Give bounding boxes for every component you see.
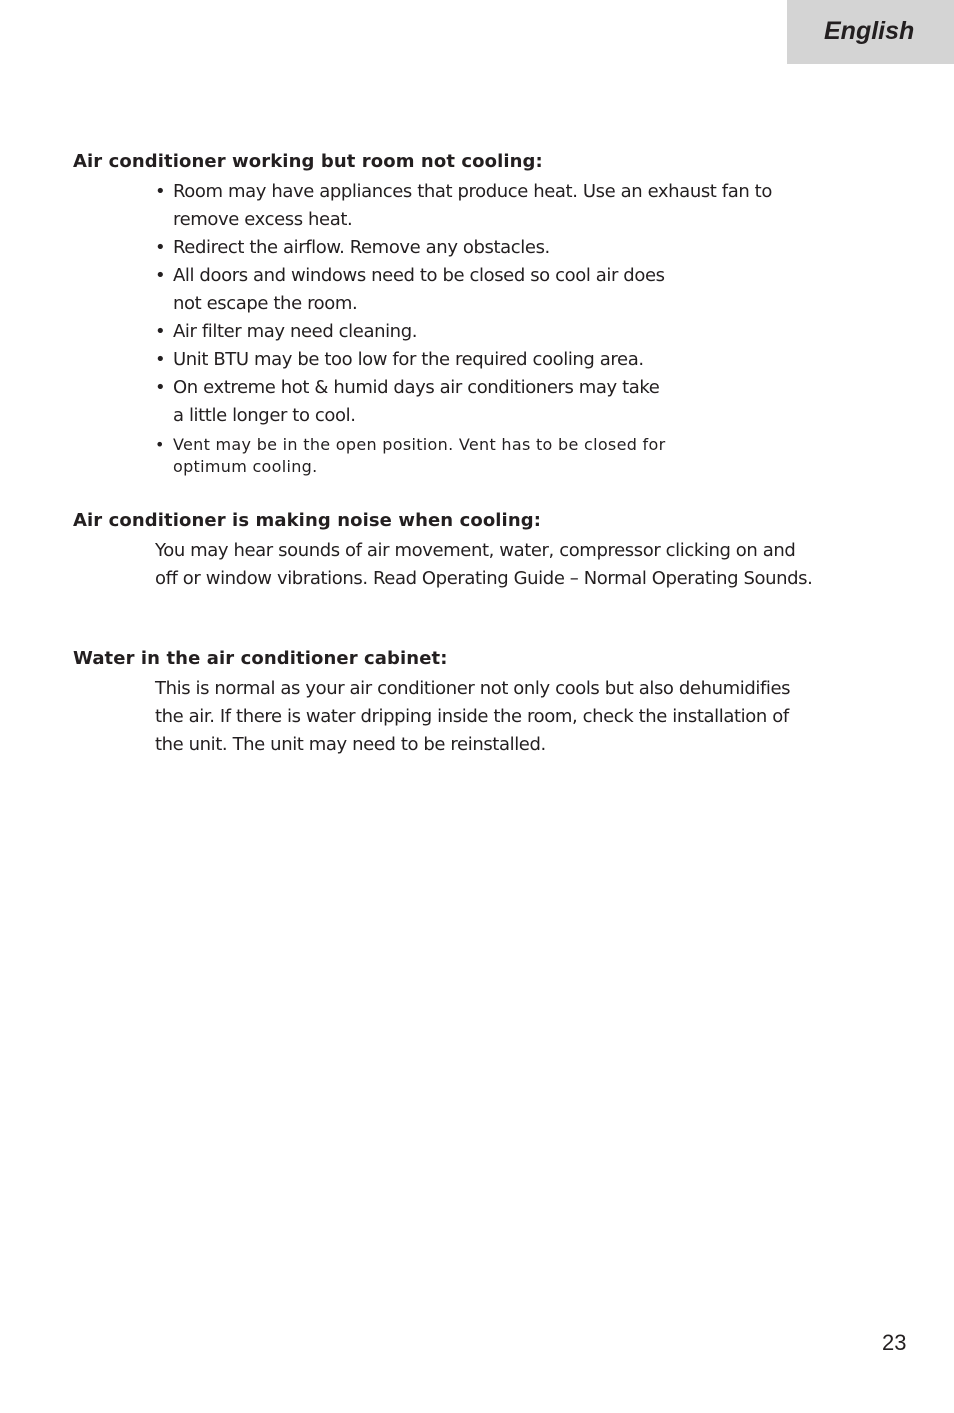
section-title: Water in the air conditioner cabinet: <box>73 648 448 669</box>
page-number: 23 <box>882 1330 907 1355</box>
section-title: Air conditioner is making noise when cooling: <box>73 510 542 531</box>
section-text: You may hear sounds of air movement, water, compressor clicking on and off or window vibrations. Read Operating Guide – Normal Operating Sounds. <box>155 540 813 589</box>
list-item: • Vent may be in the open position. Vent has to be closed for optimum cooling. <box>155 434 713 478</box>
bullet-list <box>73 178 833 478</box>
language-tab <box>787 0 954 64</box>
list-item: • On extreme hot & humid days air conditioners may take a little longer to cool. <box>155 374 673 430</box>
section-water-in-cabinet <box>73 647 833 759</box>
section-room-not-cooling <box>73 150 833 478</box>
section-making-noise <box>73 509 833 593</box>
list-item: • All doors and windows need to be closed so cool air does not escape the room. <box>155 262 693 318</box>
list-item: • Redirect the airflow. Remove any obstacles. <box>155 234 813 262</box>
list-item: • Room may have appliances that produce heat. Use an exhaust fan to remove excess heat. <box>155 178 813 234</box>
language-tab-label: English <box>824 17 915 45</box>
section-text: This is normal as your air conditioner not only cools but also dehumidifies the air. If there is water dripping inside the room, check the installation of the unit. The unit may need to be reinstalled. <box>155 678 791 755</box>
list-item: • Air filter may need cleaning. <box>155 318 813 346</box>
list-item: • Unit BTU may be too low for the required cooling area. <box>155 346 813 374</box>
section-title: Air conditioner working but room not cooling: <box>73 151 543 172</box>
